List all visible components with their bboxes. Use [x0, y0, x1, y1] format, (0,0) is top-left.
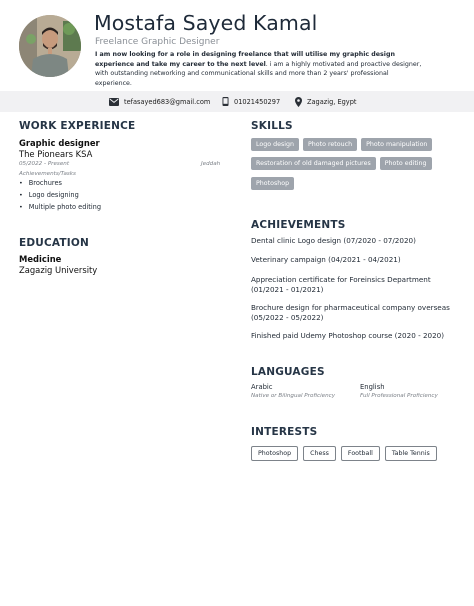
- skill-row: [251, 177, 294, 190]
- profile-photo: [19, 15, 81, 77]
- language-name: Arabic: [251, 383, 273, 391]
- location-pin-icon: [295, 97, 302, 107]
- interests-heading: INTERESTS: [251, 426, 318, 438]
- education-school: Zagazig University: [19, 265, 98, 275]
- work-experience-heading: WORK EXPERIENCE: [19, 120, 136, 132]
- language-level: Native or Bilingual Proficiency: [251, 393, 336, 399]
- location-item: [295, 91, 356, 112]
- skill-tag: Photo retouch: [303, 138, 357, 151]
- achievement-item: Appreciation certificate for Foreinsics Department (01/2021 - 01/2021): [251, 275, 431, 295]
- summary-bold-text: I am now looking for a role in designing freelance that will utilise my graphic design experience and take my career to the next level: [95, 51, 395, 68]
- phone-icon: [222, 97, 229, 106]
- job-company: The Pionears KSA: [19, 149, 93, 159]
- skill-tag: Logo design: [251, 138, 299, 151]
- job-dates: 05/2022 - Present: [19, 161, 70, 167]
- achievement-item: Veterinary campaign (04/2021 - 04/2021): [251, 255, 401, 264]
- skill-tag: Photo manipulation: [361, 138, 432, 151]
- education-degree: Medicine: [19, 254, 62, 264]
- achievement-item: Brochure design for pharmaceutical company overseas (05/2022 - 05/2022): [251, 303, 450, 323]
- interest-tag: Photoshop: [251, 446, 298, 461]
- job-position: Graphic designer: [19, 138, 100, 148]
- person-photo-icon: [19, 15, 81, 77]
- interest-tag: Chess: [303, 446, 336, 461]
- location-text: Zagazig, Egypt: [307, 97, 357, 106]
- profile-summary: [95, 50, 425, 88]
- achievements-label: Achievements/Tasks: [19, 171, 76, 177]
- skill-tag: Restoration of old damaged pictures: [251, 157, 376, 170]
- achievements-heading: ACHIEVEMENTS: [251, 219, 346, 231]
- languages-heading: LANGUAGES: [251, 366, 325, 378]
- language-name: English: [360, 383, 385, 391]
- phone-text: 01021450297: [234, 97, 281, 106]
- skill-tag: Photoshop: [251, 177, 294, 190]
- job-title-subtitle: Freelance Graphic Designer: [95, 37, 220, 47]
- interests-row: [251, 446, 437, 461]
- achievement-item: Finished paid Udemy Photoshop course (2020 - 2020): [251, 331, 445, 340]
- mail-icon: [109, 98, 119, 106]
- contact-bar: [0, 91, 474, 112]
- email-item[interactable]: [109, 91, 210, 112]
- interest-tag: Table Tennis: [385, 446, 437, 461]
- language-level: Full Professional Proficiency: [360, 393, 438, 399]
- interest-tag: Football: [341, 446, 380, 461]
- skills-heading: SKILLS: [251, 120, 293, 132]
- summary-text: . i am a highly motivated and proactive designer, with outstanding networking and communicational skills and more than 2 years' professional experience.: [95, 60, 422, 87]
- skill-row: [251, 138, 432, 151]
- task-item: • Brochures: [19, 178, 101, 190]
- task-item: • Multiple photo editing: [19, 202, 101, 214]
- email-text: tefasayed683@gmail.com: [124, 97, 211, 106]
- task-item: • Logo designing: [19, 190, 101, 202]
- candidate-name: Mostafa Sayed Kamal: [94, 11, 318, 35]
- skill-tag: Photo editing: [380, 157, 432, 170]
- education-heading: EDUCATION: [19, 237, 90, 249]
- task-list: [19, 178, 101, 213]
- phone-item[interactable]: [222, 91, 280, 112]
- achievement-item: Dental clinic Logo design (07/2020 - 07/2020): [251, 236, 416, 245]
- job-location: Jeddah: [201, 161, 221, 167]
- skill-row: [251, 157, 432, 170]
